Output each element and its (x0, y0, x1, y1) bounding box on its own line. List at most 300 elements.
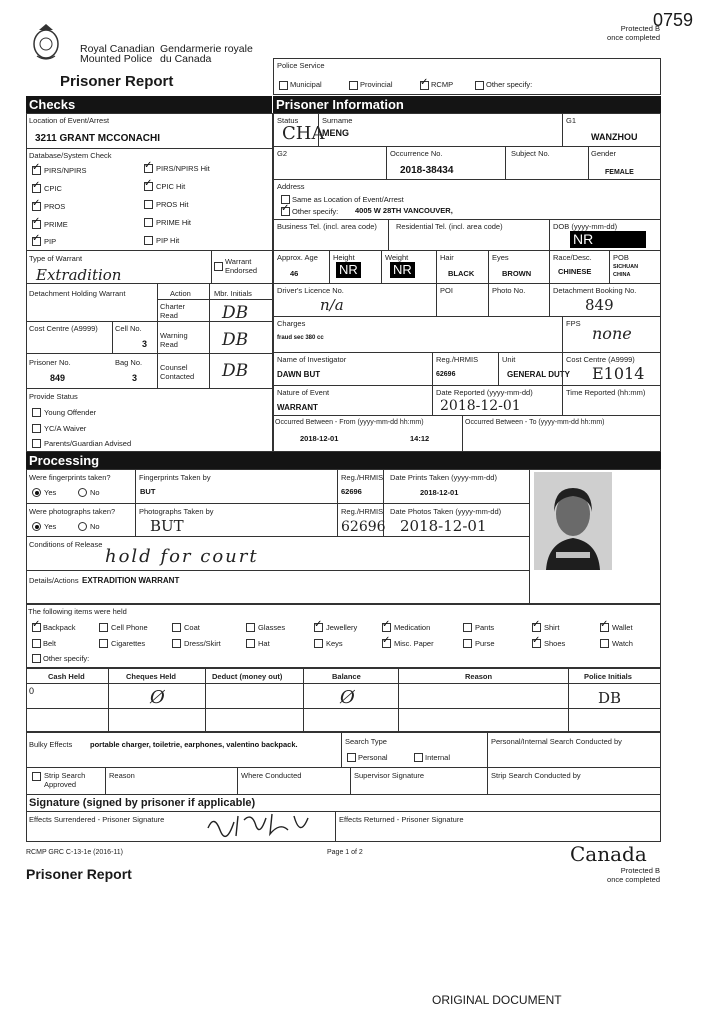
rule (26, 148, 273, 149)
pirs-checkbox[interactable] (32, 166, 41, 175)
rule (112, 321, 113, 353)
rule (157, 299, 273, 300)
items-label: The following items were held (28, 607, 127, 616)
pip-checkbox[interactable] (32, 237, 41, 246)
age-value: 46 (290, 269, 299, 278)
rule (329, 250, 330, 283)
item-belt-checkbox[interactable] (32, 639, 41, 648)
rule (273, 283, 661, 284)
rcmp-label: RCMP (431, 80, 454, 89)
rule (562, 113, 563, 146)
personal-search-checkbox[interactable] (347, 753, 356, 762)
item-backpack-checkbox[interactable] (32, 623, 41, 632)
item-keys-checkbox[interactable] (314, 639, 323, 648)
fp-date-label: Date Prints Taken (yyyy-mm-dd) (390, 473, 497, 482)
status-value: CHA (282, 123, 325, 144)
business-tel-label: Business Tel. (incl. area code) (277, 222, 377, 231)
item-shoes-label: Shoes (544, 639, 566, 648)
parents-advised-label: Parents/Guardian Advised (44, 439, 132, 448)
rule (549, 283, 550, 316)
footer-protected (590, 866, 660, 884)
rule (273, 219, 661, 220)
item-shirt-checkbox[interactable] (532, 623, 541, 632)
eyes-value: BROWN (502, 269, 532, 278)
hair-label: Hair (440, 253, 454, 262)
ph-reg-label: Reg./HRMIS (341, 507, 384, 516)
rule (273, 352, 661, 353)
rule (341, 732, 342, 767)
charter-label: Charter Read (160, 302, 186, 320)
occ-from-time: 14:12 (410, 434, 430, 443)
pros-hit-checkbox[interactable] (144, 200, 153, 209)
org-en-line1: Royal Canadian (80, 43, 155, 55)
search-by-label: Personal/Internal Search Conducted by (491, 737, 622, 746)
rule (488, 250, 489, 283)
item-miscpaper-checkbox[interactable] (382, 639, 391, 648)
prime-hit-label: PRIME Hit (156, 218, 192, 227)
height-redacted: NR (336, 262, 361, 278)
fp-by-label: Fingerprints Taken by (139, 473, 211, 482)
item-medication-checkbox[interactable] (382, 623, 391, 632)
charter-initials: DB (222, 303, 249, 323)
prime-checkbox[interactable] (32, 220, 41, 229)
dob-redacted: NR (570, 231, 646, 248)
occ-from-label: Occurred Between - From (yyyy-mm-dd hh:mm) (275, 419, 424, 426)
cash-held-value: 0 (29, 686, 35, 696)
time-reported-label: Time Reported (hh:mm) (566, 388, 646, 397)
strip-search-label (44, 771, 85, 789)
where-label: Where Conducted (241, 771, 302, 780)
prisoner-photo (534, 472, 612, 570)
rule (350, 767, 351, 794)
strip-search-checkbox[interactable] (32, 772, 41, 781)
rule (549, 250, 550, 283)
other-address-checkbox[interactable] (281, 207, 290, 216)
col-balance: Balance (332, 672, 361, 681)
db-check-label: Database/System Check (29, 151, 112, 160)
protected-text: Protected B (620, 24, 660, 33)
item-pants-checkbox[interactable] (463, 623, 472, 632)
fp-by-value: BUT (140, 487, 156, 496)
warrant-type-value: Extradition (36, 266, 122, 284)
gender-value: FEMALE (605, 169, 634, 176)
rcmp-crest-icon (29, 22, 63, 62)
item-watch-checkbox[interactable] (600, 639, 609, 648)
item-dress-checkbox[interactable] (172, 639, 181, 648)
cpic-checkbox[interactable] (32, 184, 41, 193)
ph-date-value: 2018-12-01 (400, 517, 487, 535)
pob-label: POB (613, 253, 629, 262)
strip-by-label: Strip Search Conducted by (491, 771, 581, 780)
rule (432, 385, 433, 415)
cost-centre-2-value: E1014 (592, 364, 645, 383)
strip-reason-label: Reason (109, 771, 135, 780)
col-deduct: Deduct (money out) (212, 672, 283, 681)
item-wallet-label: Wallet (612, 623, 633, 632)
prisoner-no-value: 849 (50, 373, 66, 383)
rule (436, 250, 437, 283)
pip-label: PIP (44, 237, 57, 246)
nature-label: Nature of Event (277, 388, 330, 397)
rule (26, 503, 529, 504)
protected-label (600, 24, 660, 42)
fp-no-label: No (90, 488, 100, 497)
provincial-label: Provincial (360, 80, 393, 89)
ph-by-label: Photographs Taken by (139, 507, 214, 516)
yca-waiver-checkbox[interactable] (32, 424, 41, 433)
item-other-label: Other specify: (43, 654, 90, 663)
poi-label: POI (440, 286, 453, 295)
canada-wordmark: Canada (570, 842, 647, 866)
item-watch-label: Watch (612, 639, 633, 648)
ph-reg-value: 62696 (341, 519, 386, 535)
footer-protected-text: Protected B (620, 866, 660, 875)
young-offender-checkbox[interactable] (32, 408, 41, 417)
ph-by-value: BUT (150, 517, 184, 535)
fp-yes-radio[interactable] (32, 488, 41, 497)
cpic-label: CPIC (44, 184, 62, 193)
item-belt-label: Belt (43, 639, 56, 648)
subject-label: Subject No. (511, 149, 550, 158)
bag-no-value: 3 (132, 373, 138, 383)
warning-label: Warning Read (160, 331, 188, 349)
rule (26, 536, 529, 537)
processing-bar: Processing (26, 452, 661, 469)
warrant-endorsed-checkbox[interactable] (214, 262, 223, 271)
rule (498, 352, 499, 385)
rule (609, 250, 610, 283)
details-label: Details/Actions (29, 576, 79, 585)
hair-value: BLACK (448, 269, 475, 278)
ph-no-label: No (90, 522, 100, 531)
item-keys-label: Keys (326, 639, 343, 648)
pirs-label: PIRS/NPIRS (44, 166, 87, 175)
ph-yes-label: Yes (44, 522, 57, 531)
rule (211, 250, 212, 283)
rule (26, 570, 529, 571)
org-en-line2: Mounted Police (80, 53, 153, 65)
rule (26, 708, 661, 709)
search-type-label: Search Type (345, 737, 387, 746)
fp-date-value: 2018-12-01 (420, 488, 459, 497)
bag-no-label: Bag No. (115, 358, 143, 367)
rule (205, 668, 206, 732)
rule (273, 250, 661, 251)
race-value: CHINESE (558, 267, 592, 276)
surname-value: MENG (322, 128, 349, 138)
rule (562, 385, 563, 415)
ph-yes-radio[interactable] (32, 522, 41, 531)
cheques-value: Ø (150, 687, 165, 708)
det-warrant-label: Detachment Holding Warrant (29, 289, 126, 298)
occ-to-label: Occurred Between - To (yyyy-mm-dd hh:mm) (465, 419, 605, 426)
item-purse-label: Purse (475, 639, 495, 648)
rule (26, 353, 273, 354)
charges-value: fraud sec 380 cc (277, 335, 324, 341)
rule (386, 146, 387, 179)
doc-number: 0759 (653, 10, 694, 30)
licence-label: Driver's Licence No. (277, 286, 344, 295)
col-reason: Reason (465, 672, 493, 681)
item-other-checkbox[interactable] (32, 654, 41, 663)
other-address-label: Other specify: (292, 207, 339, 216)
rule (237, 767, 238, 794)
strip-line1: Strip Search (44, 771, 86, 780)
checks-bar: Checks (26, 96, 272, 113)
warrant-type-label: Type of Warrant (29, 254, 83, 263)
form-code: RCMP GRC C-13-1e (2016-11) (26, 849, 123, 856)
provide-status-label: Provide Status (29, 392, 78, 401)
rule (273, 316, 661, 317)
unit-label: Unit (502, 355, 516, 364)
internal-search-label: Internal (425, 753, 451, 762)
returned-label: Effects Returned - Prisoner Signature (339, 815, 464, 824)
surrendered-label: Effects Surrendered - Prisoner Signature (29, 815, 165, 824)
org-fr-line1: Gendarmerie royale (160, 43, 253, 55)
org-name-fr (160, 44, 253, 64)
occ-from-date: 2018-12-01 (300, 434, 339, 443)
eyes-label: Eyes (492, 253, 509, 262)
dob-label: DOB (yyyy-mm-dd) (553, 222, 618, 231)
item-hat-checkbox[interactable] (246, 639, 255, 648)
item-cigarettes-label: Cigarettes (111, 639, 146, 648)
rule (108, 668, 109, 732)
same-as-label: Same as Location of Event/Arrest (292, 195, 404, 204)
rule (568, 668, 569, 732)
org-fr-line2: du Canada (160, 53, 212, 65)
rule (318, 113, 319, 146)
police-service-label: Police Service (277, 61, 325, 70)
provincial-checkbox[interactable] (349, 81, 358, 90)
weight-label: Weight (385, 253, 409, 262)
personal-search-label: Personal (358, 753, 388, 762)
cpic-hit-label: CPIC Hit (156, 182, 186, 191)
item-glasses-label: Glasses (258, 623, 286, 632)
fp-yes-label: Yes (44, 488, 57, 497)
reg-label: Reg./HRMIS (436, 355, 479, 364)
rule (26, 321, 273, 322)
fps-label: FPS (566, 319, 581, 328)
supervisor-label: Supervisor Signature (354, 771, 425, 780)
item-shoes-checkbox[interactable] (532, 639, 541, 648)
item-miscpaper-label: Misc. Paper (394, 639, 434, 648)
pirs-hit-label: PIRS/NPIRS Hit (156, 164, 210, 173)
height-label: Height (333, 253, 355, 262)
prime-hit-checkbox[interactable] (144, 218, 153, 227)
rule (562, 352, 563, 385)
pip-hit-label: PIP Hit (156, 236, 180, 245)
signature-heading: Signature (signed by prisoner if applicable) (29, 797, 256, 809)
gender-label: Gender (591, 149, 617, 158)
licence-value: n/a (320, 296, 344, 314)
cell-no-label: Cell No. (115, 324, 142, 333)
surname-label: Surname (322, 116, 353, 125)
residential-tel-label: Residential Tel. (incl. area code) (396, 222, 503, 231)
warrant-endorsed-label: Warrant Endorsed (225, 257, 258, 275)
address-value: 4005 W 28TH VANCOUVER, (355, 206, 453, 215)
location-label: Location of Event/Arrest (29, 116, 110, 125)
g1-label: G1 (566, 116, 577, 125)
weight-redacted: NR (390, 262, 415, 278)
rule (26, 811, 661, 812)
item-jewellery-checkbox[interactable] (314, 623, 323, 632)
photo-no-label: Photo No. (492, 286, 526, 295)
item-dress-label: Dress/Skirt (184, 639, 221, 648)
item-pants-label: Pants (475, 623, 495, 632)
booking-no-value: 849 (585, 296, 614, 314)
warning-initials: DB (222, 330, 249, 350)
form-title: Prisoner Report (60, 73, 174, 90)
pirs-hit-checkbox[interactable] (144, 164, 153, 173)
counsel-initials: DB (222, 361, 249, 381)
rule (26, 794, 661, 795)
status-label: Status (277, 116, 299, 125)
rule (273, 385, 661, 386)
investigator-value: DAWN BUT (277, 370, 321, 379)
date-reported-label: Date Reported (yyyy-mm-dd) (436, 388, 533, 397)
police-service-box (273, 58, 661, 95)
item-jewellery-label: Jewellery (326, 623, 358, 632)
rule (588, 146, 589, 179)
details-value: EXTRADITION WARRANT (82, 576, 180, 585)
item-cigarettes-checkbox[interactable] (99, 639, 108, 648)
rule (562, 316, 563, 352)
rule (487, 767, 488, 794)
org-name-en (80, 44, 155, 64)
yca-waiver-label: YC/A Waiver (44, 424, 87, 433)
rule (26, 767, 661, 768)
strip-line2: Approved (44, 780, 77, 789)
unit-value: GENERAL DUTY (507, 370, 570, 379)
rule (335, 811, 336, 842)
item-glasses-checkbox[interactable] (246, 623, 255, 632)
reg-value: 62696 (436, 371, 456, 378)
pros-hit-label: PROS Hit (156, 200, 189, 209)
action-label: Action (170, 289, 191, 298)
parents-advised-checkbox[interactable] (32, 439, 41, 448)
initials-label: Mbr. Initials (214, 289, 252, 298)
rule (436, 283, 437, 316)
rule (26, 683, 661, 684)
prime-label: PRIME (44, 220, 68, 229)
fp-taken-label: Were fingerprints taken? (29, 473, 111, 482)
internal-search-checkbox[interactable] (414, 753, 423, 762)
age-label: Approx. Age (277, 253, 318, 262)
counsel-label: Counsel Contacted (160, 363, 195, 381)
pros-checkbox[interactable] (32, 202, 41, 211)
rule (273, 415, 661, 416)
item-medication-label: Medication (394, 623, 431, 632)
item-purse-checkbox[interactable] (463, 639, 472, 648)
item-coat-checkbox[interactable] (172, 623, 181, 632)
g2-label: G2 (277, 149, 288, 158)
col-initials: Police Initials (584, 672, 632, 681)
conditions-value: hold for court (105, 546, 259, 567)
original-document-stamp: ORIGINAL DOCUMENT (432, 993, 562, 1007)
rule (432, 352, 433, 385)
rule (26, 250, 273, 251)
cpic-hit-checkbox[interactable] (144, 182, 153, 191)
fp-no-radio[interactable] (78, 488, 87, 497)
footer-title: Prisoner Report (26, 866, 132, 882)
young-offender-label: Young Offender (44, 408, 97, 417)
pob-value-1: SICHUAN (613, 264, 639, 270)
g1-value: WANZHOU (591, 132, 638, 142)
cost-centre-2-label: Cost Centre (A9999) (566, 355, 635, 364)
rcmp-checkbox[interactable] (420, 81, 429, 90)
fps-value: none (592, 324, 632, 343)
pros-label: PROS (44, 202, 66, 211)
rule (549, 219, 550, 250)
investigator-label: Name of Investigator (277, 355, 347, 364)
fp-reg-value: 62696 (341, 487, 362, 496)
item-coat-label: Coat (184, 623, 200, 632)
rule (26, 388, 273, 389)
item-cellphone-checkbox[interactable] (99, 623, 108, 632)
rule (505, 146, 506, 179)
once-completed-text: once completed (607, 33, 660, 42)
prisoner-signature (200, 808, 330, 840)
rule (26, 283, 273, 284)
rule (388, 219, 389, 250)
nature-value: WARRANT (277, 403, 318, 412)
charges-label: Charges (277, 319, 306, 328)
ph-no-radio[interactable] (78, 522, 87, 531)
col-cash-held: Cash Held (48, 672, 85, 681)
rule (488, 283, 489, 316)
item-hat-label: Hat (258, 639, 270, 648)
other-service-checkbox[interactable] (475, 81, 484, 90)
rule (462, 415, 463, 452)
initials-value: DB (598, 689, 622, 707)
item-shirt-label: Shirt (544, 623, 560, 632)
rule (273, 146, 661, 147)
pip-hit-checkbox[interactable] (144, 236, 153, 245)
conditions-label: Conditions of Release (29, 540, 103, 549)
other-service-label: Other specify: (486, 80, 533, 89)
rule (303, 668, 304, 732)
cost-centre-label: Cost Centre (A9999) (29, 324, 98, 333)
prisoner-no-label: Prisoner No. (29, 358, 71, 367)
pob-value-2: CHINA (613, 272, 631, 278)
cell-no-value: 3 (142, 339, 148, 349)
occurrence-value: 2018-38434 (400, 165, 454, 176)
occurrence-label: Occurrence No. (390, 149, 443, 158)
ph-taken-label: Were photographs taken? (29, 507, 116, 516)
item-wallet-checkbox[interactable] (600, 623, 609, 632)
bulky-value: portable charger, toiletrie, earphones, valentino backpack. (90, 740, 298, 749)
item-backpack-label: Backpack (43, 623, 76, 632)
municipal-label: Municipal (290, 80, 322, 89)
ph-date-label: Date Photos Taken (yyyy-mm-dd) (390, 507, 502, 516)
address-label: Address (277, 182, 305, 191)
page-number: Page 1 of 2 (327, 849, 363, 856)
rule (529, 469, 530, 604)
rule (398, 668, 399, 732)
rule (105, 767, 106, 794)
prisoner-info-bar: Prisoner Information (273, 96, 661, 113)
item-cellphone-label: Cell Phone (111, 623, 148, 632)
col-cheques: Cheques Held (126, 672, 177, 681)
balance-value: Ø (340, 687, 355, 708)
municipal-checkbox[interactable] (279, 81, 288, 90)
booking-no-label: Detachment Booking No. (553, 286, 637, 295)
rule (381, 250, 382, 283)
rule (487, 732, 488, 767)
fp-reg-label: Reg./HRMIS (341, 473, 384, 482)
rule (273, 179, 661, 180)
date-reported-value: 2018-12-01 (440, 398, 521, 414)
